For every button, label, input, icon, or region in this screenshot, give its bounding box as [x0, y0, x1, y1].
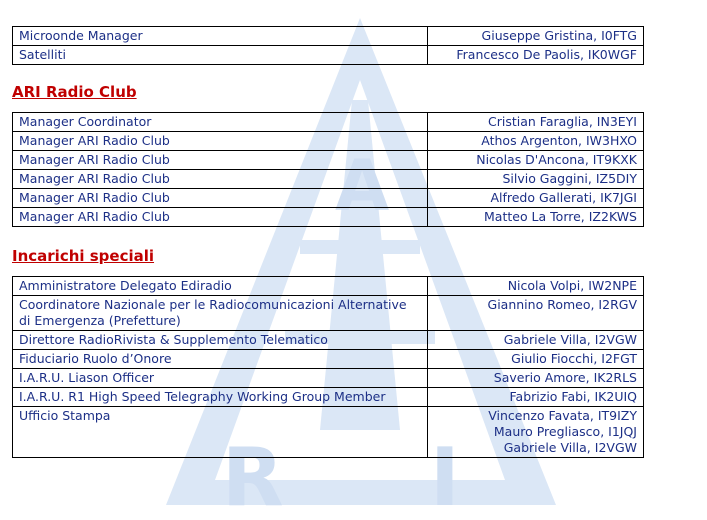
role-cell: Coordinatore Nazionale per le Radiocomunicazioni Alternative di Emergenza (Prefetture): [13, 296, 428, 331]
table-row: [13, 388, 644, 407]
person-name: Athos Argenton, IW3HXO: [481, 133, 637, 148]
table-row: [13, 46, 644, 65]
watermark-letter-r: R: [222, 431, 284, 520]
table-row: [13, 113, 644, 132]
person-name: Nicola Volpi, IW2NPE: [507, 278, 637, 293]
role-cell: Manager ARI Radio Club: [13, 189, 428, 208]
table-incarichi-speciali: [12, 276, 644, 458]
watermark-letter-a: A: [335, 145, 390, 227]
person-cell: [428, 46, 644, 65]
person-name: Matteo La Torre, IZ2KWS: [484, 209, 637, 224]
person-cell: [428, 296, 644, 331]
person-name: Silvio Gaggini, IZ5DIY: [502, 171, 637, 186]
role-cell: Satelliti: [13, 46, 428, 65]
person-cell: [428, 151, 644, 170]
table-row: [13, 369, 644, 388]
person-cell: [428, 277, 644, 296]
person-cell: [428, 27, 644, 46]
person-name: Giuseppe Gristina, I0FTG: [481, 28, 637, 43]
table-top: [12, 26, 644, 65]
person-cell: [428, 369, 644, 388]
person-name: Gabriele Villa, I2VGW: [503, 332, 637, 347]
role-cell: Manager ARI Radio Club: [13, 208, 428, 227]
table-ari-radio-club: [12, 112, 644, 227]
person-name: Francesco De Paolis, IK0WGF: [456, 47, 637, 62]
person-name: Fabrizio Fabi, IK2UIQ: [509, 389, 637, 404]
person-cell: [428, 407, 644, 458]
person-cell: [428, 208, 644, 227]
person-cell: [428, 170, 644, 189]
role-cell: Manager ARI Radio Club: [13, 170, 428, 189]
heading-incarichi-speciali: Incarichi speciali: [12, 247, 155, 265]
role-cell: Fiduciario Ruolo d’Onore: [13, 350, 428, 369]
table-row: [13, 208, 644, 227]
person-cell: [428, 189, 644, 208]
role-cell: Manager ARI Radio Club: [13, 151, 428, 170]
role-cell: Amministratore Delegato Ediradio: [13, 277, 428, 296]
role-cell: Manager ARI Radio Club: [13, 132, 428, 151]
person-name: Giannino Romeo, I2RGV: [487, 297, 637, 312]
person-cell: [428, 132, 644, 151]
table-row: [13, 331, 644, 350]
watermark-letter-i: I: [430, 431, 460, 520]
role-cell: Microonde Manager: [13, 27, 428, 46]
person-name: Nicolas D'Ancona, IT9KXK: [476, 152, 637, 167]
person-name: Mauro Pregliasco, I1JQJ: [493, 424, 637, 439]
table-row: [13, 407, 644, 458]
role-cell: Ufficio Stampa: [13, 407, 428, 458]
person-cell: [428, 331, 644, 350]
table-row: [13, 296, 644, 331]
person-name: Cristian Faraglia, IN3EYI: [488, 114, 637, 129]
person-cell: [428, 388, 644, 407]
table-row: [13, 132, 644, 151]
person-name: Alfredo Gallerati, IK7JGI: [490, 190, 637, 205]
role-cell: Manager Coordinator: [13, 113, 428, 132]
heading-ari-radio-club: ARI Radio Club: [12, 83, 137, 101]
role-cell: I.A.R.U. Liason Officer: [13, 369, 428, 388]
table-row: [13, 151, 644, 170]
table-row: [13, 170, 644, 189]
role-cell: I.A.R.U. R1 High Speed Telegraphy Working Group Member: [13, 388, 428, 407]
person-cell: [428, 350, 644, 369]
document-content: [12, 26, 644, 458]
person-name: Giulio Fiocchi, I2FGT: [511, 351, 637, 366]
person-cell: [428, 113, 644, 132]
person-name: Vincenzo Favata, IT9IZY: [488, 408, 637, 423]
table-row: [13, 189, 644, 208]
table-row: [13, 27, 644, 46]
role-cell: Direttore RadioRivista & Supplemento Telematico: [13, 331, 428, 350]
person-name: Saverio Amore, IK2RLS: [493, 370, 637, 385]
table-row: [13, 277, 644, 296]
table-row: [13, 350, 644, 369]
person-name: Gabriele Villa, I2VGW: [503, 440, 637, 455]
